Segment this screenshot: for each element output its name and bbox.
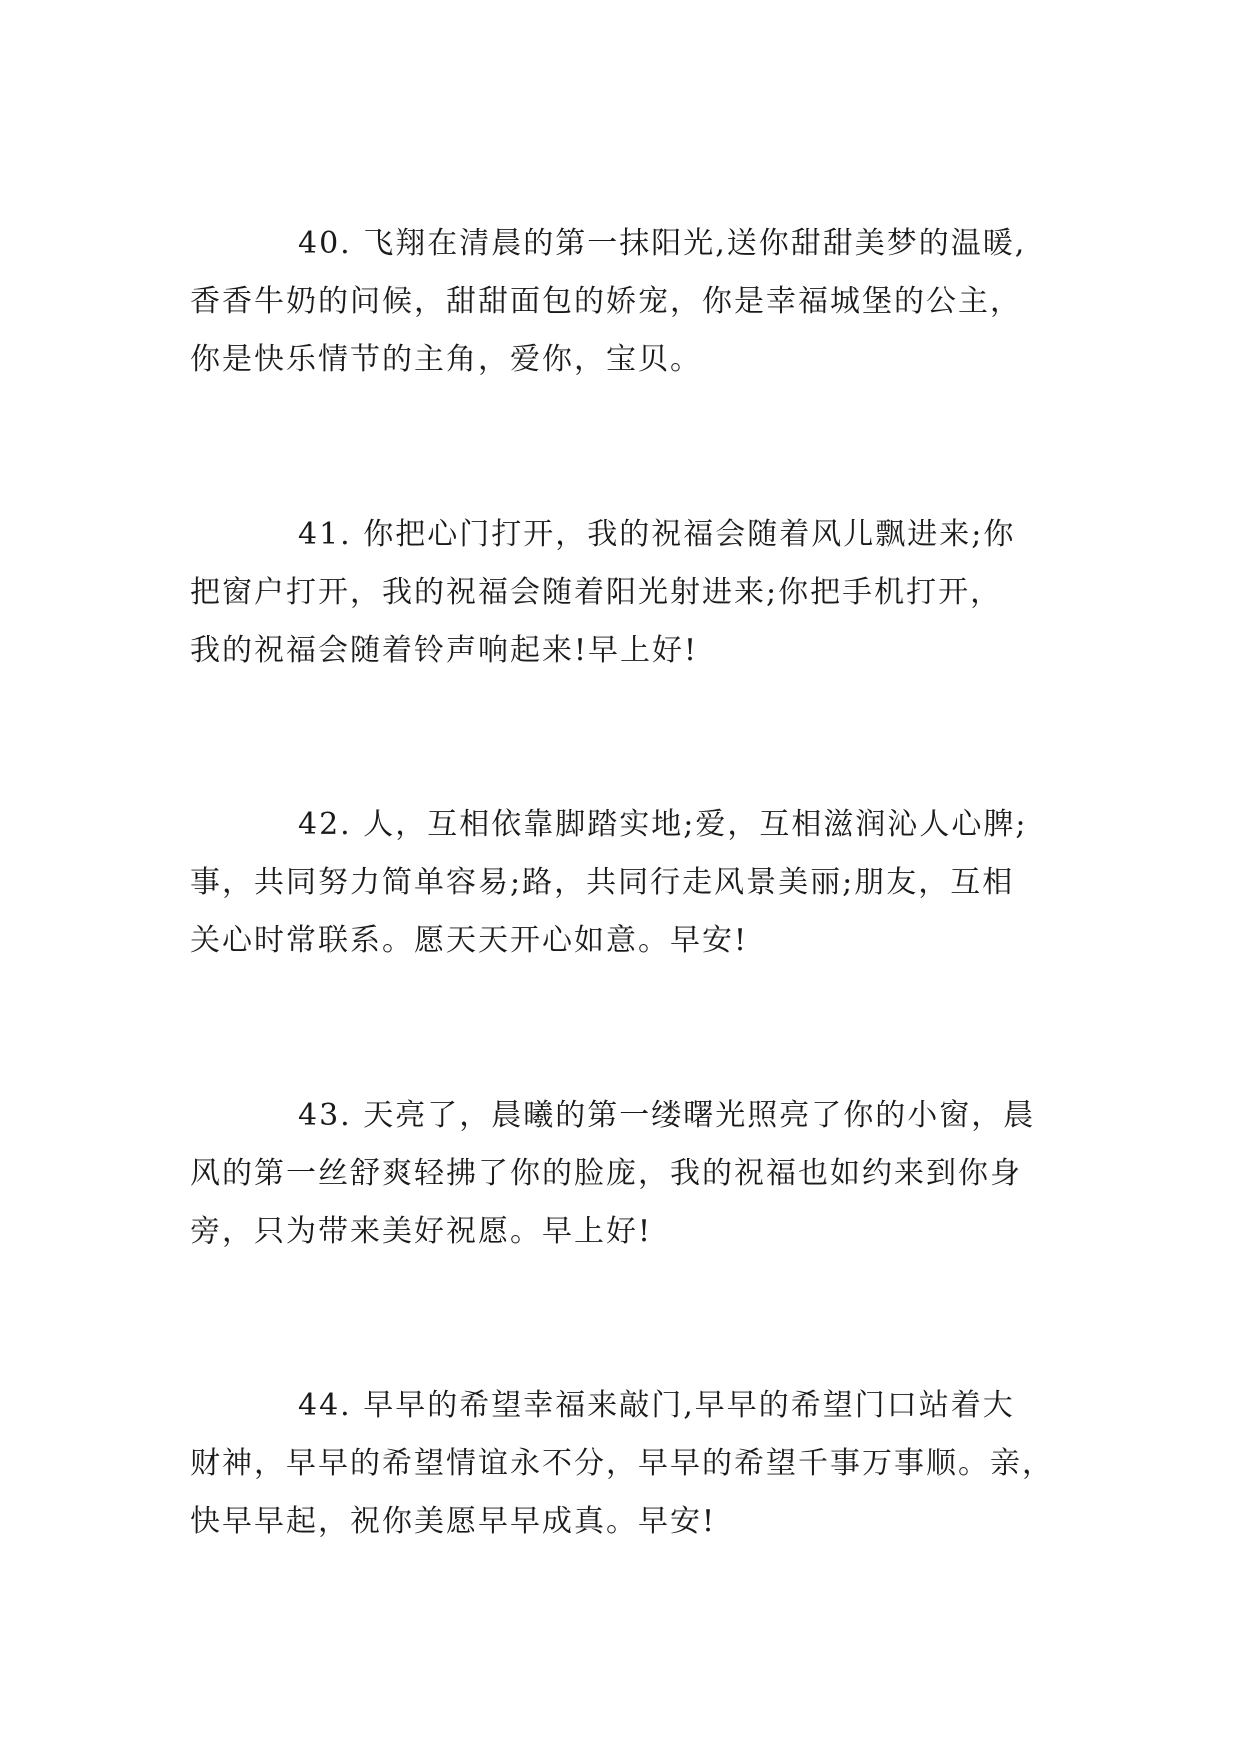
paragraph-line: 42. 人，互相依靠脚踏实地;爱，互相滋润沁人心脾; xyxy=(298,807,1028,842)
paragraph-line: 44. 早早的希望幸福来敲门,早早的希望门口站着大 xyxy=(298,1388,1015,1423)
paragraph-line: 事，共同努力简单容易;路，共同行走风景美丽;朋友，互相 xyxy=(190,865,1015,900)
paragraph-line: 41. 你把心门打开，我的祝福会随着风儿飘进来;你 xyxy=(298,517,1016,552)
paragraph-line: 我的祝福会随着铃声响起来!早上好! xyxy=(190,633,699,668)
paragraph-line: 旁，只为带来美好祝愿。早上好! xyxy=(190,1214,653,1249)
paragraph-line: 关心时常联系。愿天天开心如意。早安! xyxy=(190,923,749,958)
paragraph-line: 43. 天亮了，晨曦的第一缕曙光照亮了你的小窗，晨 xyxy=(298,1098,1036,1133)
paragraph-line: 快早早起，祝你美愿早早成真。早安! xyxy=(190,1504,717,1539)
paragraph-line: 把窗户打开，我的祝福会随着阳光射进来;你把手机打开， xyxy=(190,575,1003,610)
paragraph-line: 香香牛奶的问候，甜甜面包的娇宠，你是幸福城堡的公主， xyxy=(190,284,1022,319)
paragraph-line: 风的第一丝舒爽轻拂了你的脸庞，我的祝福也如约来到你身 xyxy=(190,1156,1022,1191)
paragraph-line: 你是快乐情节的主角，爱你，宝贝。 xyxy=(190,342,702,377)
paragraph-line: 财神，早早的希望情谊永不分，早早的希望千事万事顺。亲， xyxy=(190,1446,1054,1481)
paragraph-line: 40. 飞翔在清晨的第一抹阳光,送你甜甜美梦的温暖, xyxy=(298,226,1027,261)
